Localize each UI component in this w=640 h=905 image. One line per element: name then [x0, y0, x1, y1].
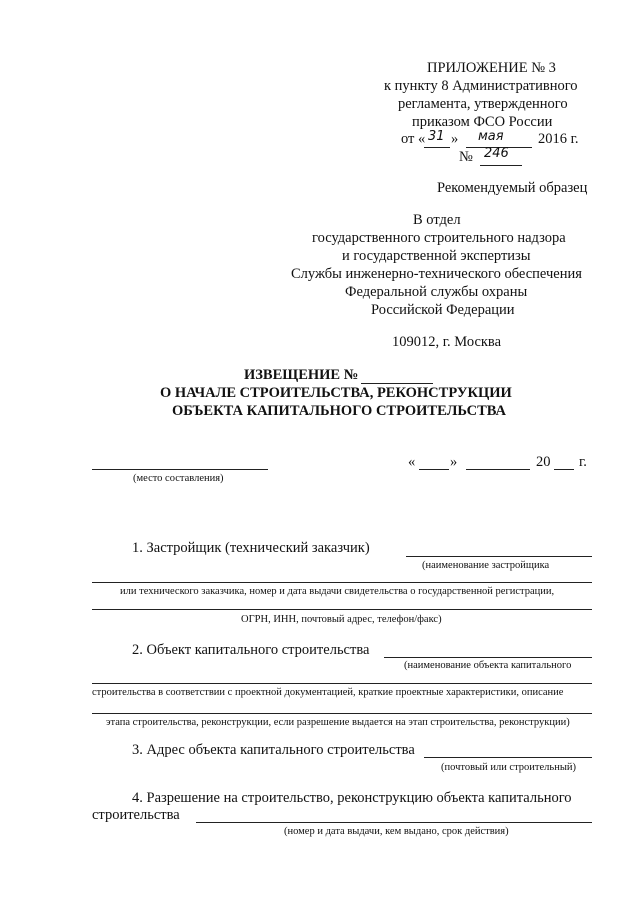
section1-caption3: ОГРН, ИНН, почтовый адрес, телефон/факс) [241, 614, 442, 625]
date-open-quote: « [408, 454, 416, 470]
section3-line [424, 757, 592, 758]
date-day-blank [419, 469, 449, 470]
place-line [92, 469, 268, 470]
section1-line2 [92, 582, 592, 583]
addressee-line2: государственного строительного надзора [312, 230, 566, 246]
appendix-line2: регламента, утвержденного [398, 96, 568, 112]
heading-line1: ИЗВЕЩЕНИЕ № [244, 367, 359, 383]
appendix-line3: приказом ФСО России [412, 114, 553, 130]
section4-caption: (номер и дата выдачи, кем выдано, срок действия) [284, 826, 509, 837]
addressee-postal: 109012, г. Москва [392, 334, 502, 350]
appendix-date-prefix: от « [401, 131, 426, 147]
section2-line3 [92, 713, 592, 714]
section1-line1 [406, 556, 592, 557]
date-close-quote: » [450, 454, 458, 470]
section1-label: 1. Застройщик (технический заказчик) [132, 540, 370, 556]
section2-line2 [92, 683, 592, 684]
section3-label: 3. Адрес объекта капитального строительства [132, 742, 415, 758]
appendix-date-mid: » [451, 131, 459, 147]
heading-line3: ОБЪЕКТА КАПИТАЛЬНОГО СТРОИТЕЛЬСТВА [172, 403, 506, 419]
section4-label-line1: 4. Разрешение на строительство, реконструкцию объекта капитального [132, 790, 572, 806]
section3-caption: (почтовый или строительный) [441, 762, 576, 773]
recommended-sample: Рекомендуемый образец [437, 180, 588, 196]
appendix-date-month: мая [478, 129, 504, 144]
appendix-date-year: 2016 г. [538, 131, 579, 147]
heading-line2: О НАЧАЛЕ СТРОИТЕЛЬСТВА, РЕКОНСТРУКЦИИ [160, 385, 512, 401]
section4-label-line2: строительства [92, 807, 180, 823]
appendix-line1: к пункту 8 Административного [384, 78, 578, 94]
section2-caption1: (наименование объекта капитального [404, 660, 572, 671]
section1-caption2: или технического заказчика, номер и дата выдачи свидетельства о государственной регистрации, [120, 586, 555, 597]
appendix-title: ПРИЛОЖЕНИЕ № 3 [427, 60, 556, 76]
appendix-number-prefix: № [459, 149, 473, 165]
section2-caption3: этапа строительства, реконструкции, если разрешение выдается на этап строительства, реконструкции) [106, 717, 570, 728]
addressee-line4: Службы инженерно-технического обеспечения [291, 266, 582, 282]
date-year-suffix: г. [579, 454, 587, 470]
date-year-prefix: 20 [536, 454, 551, 470]
section1-line3 [92, 609, 592, 610]
appendix-number-value: 246 [484, 146, 509, 161]
section2-caption2: строительства в соответствии с проектной документацией, краткие проектные характеристики, описание [92, 687, 564, 698]
date-day-line [424, 147, 450, 148]
section2-line1 [384, 657, 592, 658]
heading-number-line [361, 383, 433, 384]
addressee-line3: и государственной экспертизы [342, 248, 531, 264]
date-month-blank [466, 469, 530, 470]
section2-label: 2. Объект капитального строительства [132, 642, 370, 658]
addressee-line1: В отдел [413, 212, 461, 228]
place-caption: (место составления) [133, 473, 224, 484]
appendix-date-day: 31 [428, 129, 445, 144]
date-year-blank [554, 469, 574, 470]
section1-caption1: (наименование застройщика [422, 560, 550, 571]
addressee-line5: Федеральной службы охраны [345, 284, 528, 300]
number-line [480, 165, 522, 166]
addressee-line6: Российской Федерации [371, 302, 515, 318]
section4-line [196, 822, 592, 823]
